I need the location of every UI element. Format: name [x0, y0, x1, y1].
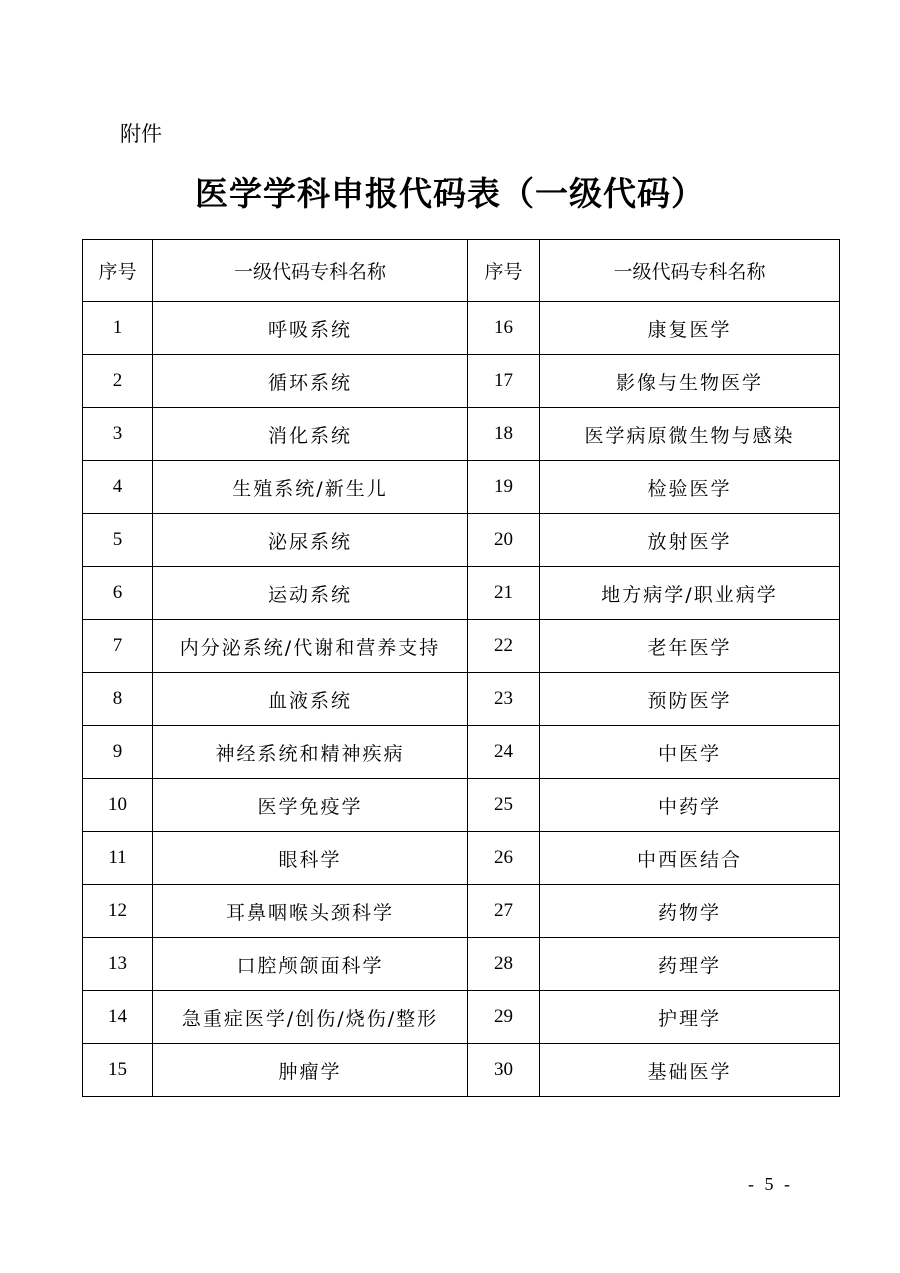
discipline-name-left-cell: 循环系统 — [153, 355, 468, 408]
document-title: 医学学科申报代码表（一级代码） — [195, 174, 705, 213]
discipline-code-table — [82, 239, 840, 1097]
serial-left-cell: 8 — [83, 673, 153, 726]
table-row — [83, 991, 840, 1044]
table-row — [83, 355, 840, 408]
serial-right-cell: 19 — [468, 461, 540, 514]
serial-left-cell: 4 — [83, 461, 153, 514]
discipline-name-right-cell: 医学病原微生物与感染 — [540, 408, 840, 461]
discipline-name-left-cell: 血液系统 — [153, 673, 468, 726]
discipline-name-right-cell: 老年医学 — [540, 620, 840, 673]
serial-right-cell: 20 — [468, 514, 540, 567]
discipline-name-left-cell: 运动系统 — [153, 567, 468, 620]
serial-right-cell: 29 — [468, 991, 540, 1044]
attachment-label: 附件 — [120, 122, 162, 146]
table-row — [83, 726, 840, 779]
serial-right-cell: 30 — [468, 1044, 540, 1097]
serial-left-cell: 7 — [83, 620, 153, 673]
table-row — [83, 673, 840, 726]
discipline-name-right-cell: 地方病学/职业病学 — [540, 567, 840, 620]
discipline-name-right-cell: 药理学 — [540, 938, 840, 991]
discipline-name-right-cell: 预防医学 — [540, 673, 840, 726]
serial-right-cell: 25 — [468, 779, 540, 832]
serial-right-cell: 26 — [468, 832, 540, 885]
serial-left-cell: 11 — [83, 832, 153, 885]
discipline-name-left-cell: 呼吸系统 — [153, 302, 468, 355]
discipline-name-left-cell: 急重症医学/创伤/烧伤/整形 — [153, 991, 468, 1044]
discipline-name-right-cell: 护理学 — [540, 991, 840, 1044]
serial-left-cell: 9 — [83, 726, 153, 779]
table-row — [83, 620, 840, 673]
table-row — [83, 408, 840, 461]
serial-left-cell: 6 — [83, 567, 153, 620]
discipline-name-left-cell: 泌尿系统 — [153, 514, 468, 567]
discipline-name-left-cell: 生殖系统/新生儿 — [153, 461, 468, 514]
serial-left-cell: 15 — [83, 1044, 153, 1097]
table-row — [83, 938, 840, 991]
discipline-name-left-cell: 耳鼻咽喉头颈科学 — [153, 885, 468, 938]
discipline-name-right-cell: 康复医学 — [540, 302, 840, 355]
table-body — [83, 302, 840, 1097]
discipline-name-left-cell: 内分泌系统/代谢和营养支持 — [153, 620, 468, 673]
table-row — [83, 1044, 840, 1097]
header-name-left: 一级代码专科名称 — [153, 240, 468, 302]
serial-left-cell: 10 — [83, 779, 153, 832]
discipline-name-right-cell: 药物学 — [540, 885, 840, 938]
serial-left-cell: 14 — [83, 991, 153, 1044]
discipline-name-right-cell: 基础医学 — [540, 1044, 840, 1097]
serial-right-cell: 21 — [468, 567, 540, 620]
page-number: - 5 - — [748, 1174, 793, 1194]
discipline-name-right-cell: 中医学 — [540, 726, 840, 779]
table-row — [83, 885, 840, 938]
header-serial-right: 序号 — [468, 240, 540, 302]
discipline-name-left-cell: 口腔颅颌面科学 — [153, 938, 468, 991]
serial-right-cell: 28 — [468, 938, 540, 991]
table-row — [83, 567, 840, 620]
serial-left-cell: 13 — [83, 938, 153, 991]
discipline-name-right-cell: 中药学 — [540, 779, 840, 832]
discipline-name-left-cell: 消化系统 — [153, 408, 468, 461]
serial-right-cell: 23 — [468, 673, 540, 726]
serial-right-cell: 24 — [468, 726, 540, 779]
serial-left-cell: 3 — [83, 408, 153, 461]
serial-left-cell: 12 — [83, 885, 153, 938]
serial-right-cell: 27 — [468, 885, 540, 938]
discipline-name-left-cell: 肿瘤学 — [153, 1044, 468, 1097]
serial-right-cell: 17 — [468, 355, 540, 408]
discipline-name-right-cell: 影像与生物医学 — [540, 355, 840, 408]
table-row — [83, 461, 840, 514]
discipline-name-left-cell: 医学免疫学 — [153, 779, 468, 832]
serial-left-cell: 2 — [83, 355, 153, 408]
serial-right-cell: 18 — [468, 408, 540, 461]
serial-right-cell: 16 — [468, 302, 540, 355]
serial-left-cell: 5 — [83, 514, 153, 567]
header-name-right: 一级代码专科名称 — [540, 240, 840, 302]
discipline-name-left-cell: 神经系统和精神疾病 — [153, 726, 468, 779]
table-row — [83, 832, 840, 885]
discipline-name-right-cell: 中西医结合 — [540, 832, 840, 885]
table-row — [83, 302, 840, 355]
table-header-row — [83, 240, 840, 302]
discipline-name-left-cell: 眼科学 — [153, 832, 468, 885]
header-serial-left: 序号 — [83, 240, 153, 302]
table-row — [83, 514, 840, 567]
serial-right-cell: 22 — [468, 620, 540, 673]
serial-left-cell: 1 — [83, 302, 153, 355]
discipline-name-right-cell: 检验医学 — [540, 461, 840, 514]
table-row — [83, 779, 840, 832]
discipline-name-right-cell: 放射医学 — [540, 514, 840, 567]
